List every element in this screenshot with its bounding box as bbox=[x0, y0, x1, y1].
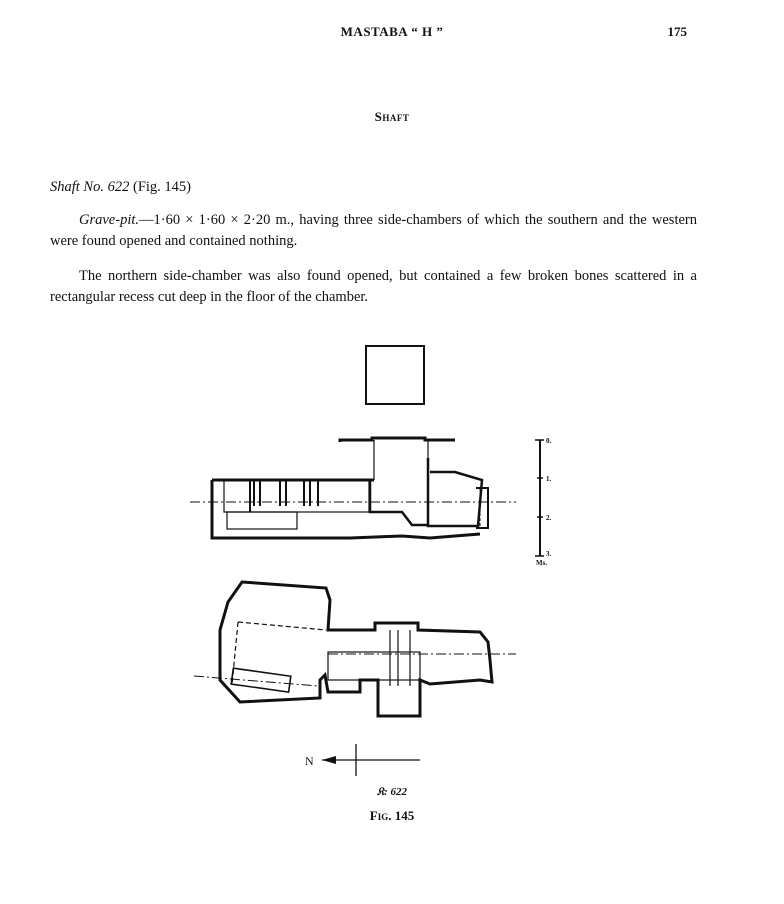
figure-code: 𝔎: 622 bbox=[376, 786, 408, 798]
scale-label-2: 2. bbox=[546, 514, 552, 522]
section-heading: Shaft bbox=[374, 109, 410, 124]
page-header bbox=[0, 24, 784, 44]
scale-label-3: 3. bbox=[546, 550, 552, 558]
plan-drawing bbox=[194, 582, 516, 716]
north-arrow bbox=[322, 744, 420, 776]
grave-pit-label: Grave-pit. bbox=[79, 212, 139, 228]
scale-label-1: 1. bbox=[546, 475, 552, 483]
shaft-title-italic: Shaft No. 622 bbox=[50, 179, 130, 195]
running-title: MASTABA “ H ” bbox=[340, 24, 444, 39]
figure-145 bbox=[180, 330, 560, 780]
shaft-title-ref: (Fig. 145) bbox=[132, 179, 191, 195]
shaft-mouth-square bbox=[366, 346, 424, 404]
scale-label-unit: Ms. bbox=[536, 559, 548, 567]
scale-bar bbox=[535, 440, 544, 556]
page-number: 175 bbox=[667, 24, 687, 39]
grave-pit-text: —1·60 × 1·60 × 2·20 m., having three side-chambers of which the southern and the western were found opened and contained nothing. bbox=[50, 212, 697, 249]
section-drawing bbox=[190, 438, 516, 538]
shaft-plan-drawing bbox=[180, 330, 560, 780]
figure-caption: Fig. 145 bbox=[369, 808, 415, 823]
scale-label-0: 0. bbox=[546, 437, 552, 445]
shaft-title bbox=[50, 179, 191, 196]
paragraph-northern-chamber: The northern side-chamber was also found opened, but contained a few broken bones scattered in a rectangular recess cut deep in the floor of the chamber. bbox=[50, 268, 697, 305]
paragraph-grave-pit bbox=[50, 210, 697, 252]
north-label: N bbox=[305, 754, 314, 768]
